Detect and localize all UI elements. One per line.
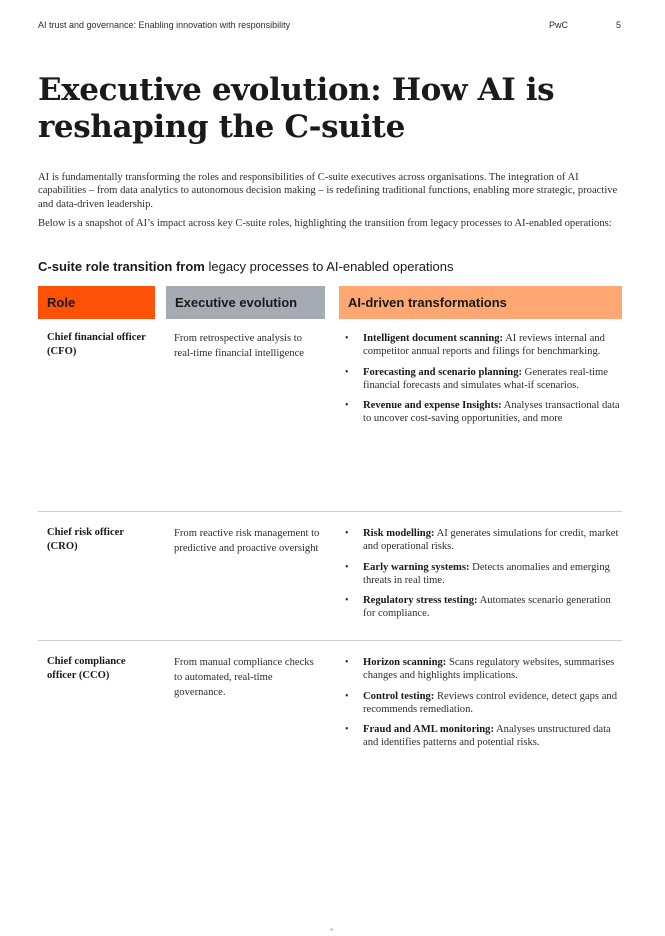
company-name: PwC <box>549 20 569 30</box>
bullet: • <box>345 400 349 412</box>
evolution-cell: From reactive risk management to predictive and proactive oversight <box>174 528 320 555</box>
table-row <box>38 512 622 641</box>
transformation-text: Analyses transactional data to uncover cost-saving opportunities, and more <box>363 400 620 425</box>
bullet: • <box>345 595 349 607</box>
transformation-term: Control testing: <box>363 690 435 702</box>
transformation-term: Early warning systems: <box>363 561 470 573</box>
document-title: AI trust and governance: Enabling innovation with responsibility <box>38 20 291 30</box>
transformations-list <box>339 527 622 628</box>
role-cell: Chief financial officer (CFO) <box>47 332 146 357</box>
transformation-text: Reviews control evidence, detect gaps and recommends remediation. <box>363 690 617 715</box>
transformation-text: Detects anomalies and emerging threats in real time. <box>363 561 610 586</box>
table-heading <box>38 259 453 274</box>
page-number: 5 <box>615 20 621 30</box>
transformation-term: Risk modelling: <box>363 528 435 539</box>
header-ai-transformations: AI-driven transformations <box>339 286 622 319</box>
transformation-text: Analyses unstructured data and identifies patterns and potential risks. <box>363 724 611 749</box>
footer-dot <box>330 928 333 931</box>
transformation-term: Intelligent document scanning: <box>363 333 504 344</box>
table-row <box>38 641 622 781</box>
transformations-list <box>339 656 622 757</box>
transformation-term: Horizon scanning: <box>363 657 447 668</box>
intro-paragraph: Below is a snapshot of AI’s impact across key C-suite roles, highlighting the transition from legacy processes to AI-enabled operations: <box>38 217 612 229</box>
bullet: • <box>345 333 349 344</box>
bullet: • <box>345 690 349 702</box>
role-cell: Chief risk officer (CRO) <box>47 527 124 552</box>
page-header <box>38 20 621 34</box>
header-executive-evolution: Executive evolution <box>166 286 325 319</box>
transformation-term: Fraud and AML monitoring: <box>363 724 494 736</box>
header-role: Role <box>38 286 155 319</box>
bullet: • <box>345 366 349 378</box>
page-title: Executive evolution: How AI is reshaping the C-suite <box>38 72 555 145</box>
transformation-term: Revenue and expense Insights: <box>363 400 502 412</box>
intro-text <box>38 171 624 236</box>
transformation-text: AI reviews internal and competitor annual reports and filings for benchmarking. <box>363 333 605 358</box>
list-item <box>339 399 622 426</box>
transformations-list <box>339 332 622 433</box>
table-heading-bold: C-suite role transition from <box>38 259 205 274</box>
table-header-row <box>38 286 622 319</box>
evolution-cell: From retrospective analysis to real-time financial intelligence <box>174 333 305 360</box>
list-item <box>339 690 622 717</box>
transformation-text: AI generates simulations for credit, market and operational risks. <box>363 528 619 553</box>
list-item <box>339 594 622 621</box>
list-item <box>339 366 622 393</box>
role-transition-table <box>38 286 622 781</box>
list-item <box>339 656 622 683</box>
bullet: • <box>345 657 349 668</box>
transformation-text: Generates real-time financial forecasts and simulates what-if scenarios. <box>363 366 608 391</box>
bullet: • <box>345 561 349 573</box>
transformation-text: Automates scenario generation for compliance. <box>363 595 611 620</box>
transformation-text: Scans regulatory websites, summarises changes and highlights implications. <box>363 657 615 682</box>
evolution-cell: From manual compliance checks to automated, real-time governance. <box>174 657 314 699</box>
table-row <box>38 319 622 512</box>
table-heading-rest: legacy processes to AI-enabled operations <box>204 259 454 274</box>
list-item <box>339 561 622 588</box>
transformation-term: Regulatory stress testing: <box>363 595 478 607</box>
role-cell: Chief compliance officer (CCO) <box>47 656 126 681</box>
intro-paragraph: AI is fundamentally transforming the roles and responsibilities of C-suite executives across organisations. The integration of AI capabilities – from data analytics to autonomous decision making – is redefining traditional functions, enabling more strategic, proactive and data-driven leadership. <box>38 172 618 210</box>
list-item <box>339 527 622 554</box>
list-item <box>339 332 622 359</box>
transformation-term: Forecasting and scenario planning: <box>363 366 523 378</box>
list-item <box>339 723 622 750</box>
bullet: • <box>345 528 349 539</box>
bullet: • <box>345 724 349 736</box>
